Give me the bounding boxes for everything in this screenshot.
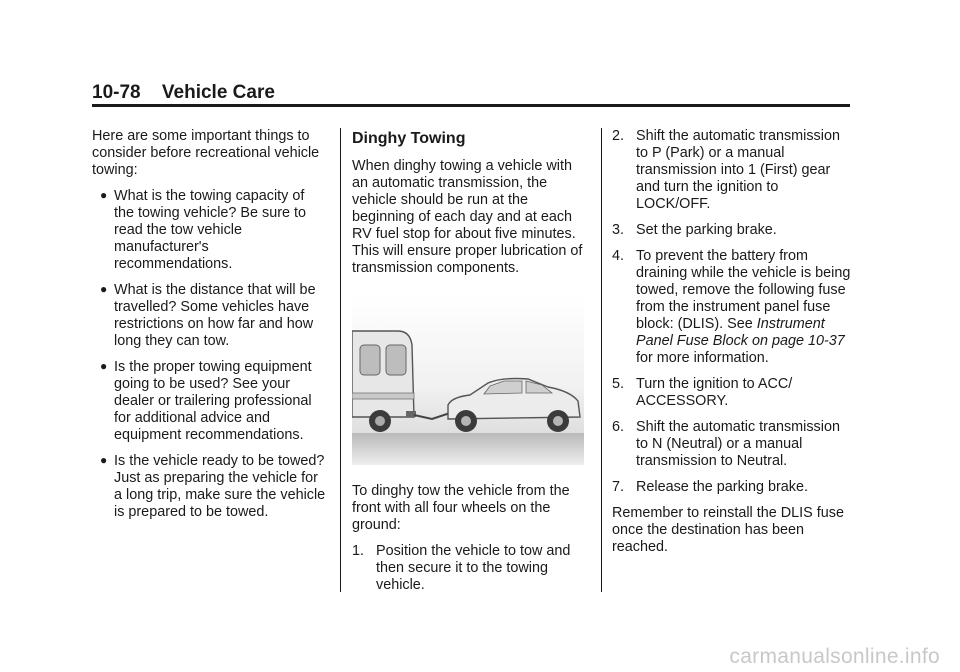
list-item: 7. Release the parking brake. xyxy=(612,479,808,495)
list-item: 1. Position the vehicle to tow and then secure it to the towing vehicle. xyxy=(352,543,571,593)
section-title: Vehicle Care xyxy=(161,82,275,103)
column-left xyxy=(92,128,328,530)
list-item: 2. Shift the automatic transmission to P (Park) or a manual transmission into 1 (First) gear and turn the ignition to LOCK/OFF. xyxy=(612,128,840,212)
step-number: 6. xyxy=(612,419,625,435)
list-item: 6. Shift the automatic transmission to N (Neutral) or a manual transmission to Neutral. xyxy=(612,419,840,469)
step-number: 2. xyxy=(612,128,625,144)
cross-reference-link[interactable]: Instrument Panel Fuse Block on page 10-37 xyxy=(636,316,845,349)
watermark: carmanualsonline.info xyxy=(729,645,940,668)
bullet-icon: ● xyxy=(100,282,108,296)
list-item: 4. To prevent the battery from draining while the vehicle is being towed, remove the following fuse from the instrument panel fuse block: (DLIS). See Instrument Panel Fuse Block on page 10-37 for more information. xyxy=(612,248,851,366)
column-right xyxy=(612,128,852,565)
list-item: ● Is the vehicle ready to be towed? Just as preparing the vehicle for a long trip, make sure the vehicle is prepared to be towed. xyxy=(100,453,326,520)
step-number: 5. xyxy=(612,376,625,392)
bullet-icon: ● xyxy=(100,188,108,202)
intro-paragraph: Here are some important things to consider before recreational vehicle towing: xyxy=(92,128,320,178)
section-heading: Dinghy Towing xyxy=(352,130,466,147)
rv-icon xyxy=(352,331,416,432)
intro-paragraph: When dinghy towing a vehicle with an automatic transmission, the vehicle should be run at the beginning of each day and at each RV fuel stop for about five minutes. This will ensure proper lubrication of transmission components. xyxy=(352,158,583,276)
step-number: 4. xyxy=(612,248,625,264)
list-item: 5. Turn the ignition to ACC/ ACCESSORY. xyxy=(612,376,793,409)
paragraph: To dinghy tow the vehicle from the front with all four wheels on the ground: xyxy=(352,483,570,533)
column-divider xyxy=(340,128,341,592)
list-item: 3. Set the parking brake. xyxy=(612,222,777,238)
column-divider xyxy=(601,128,602,592)
bullet-icon: ● xyxy=(100,453,108,467)
list-item: ● What is the towing capacity of the towing vehicle? Be sure to read the tow vehicle manufacturer's recommendations. xyxy=(100,188,306,272)
page-header xyxy=(92,82,850,107)
closing-paragraph: Remember to reinstall the DLIS fuse once the destination has been reached. xyxy=(612,505,844,555)
bullet-icon: ● xyxy=(100,359,108,373)
list-item: ● What is the distance that will be travelled? Some vehicles have restrictions on how far and how long they can tow. xyxy=(100,282,316,349)
column-middle xyxy=(352,130,590,603)
step-number: 1. xyxy=(352,543,365,559)
dinghy-towing-illustration xyxy=(352,293,584,465)
page-number: 10-78 xyxy=(92,82,141,103)
step-number: 7. xyxy=(612,479,625,495)
list-item: ● Is the proper towing equipment going to be used? See your dealer or trailering professional for additional advice and equipment recommendations. xyxy=(100,359,312,443)
step-number: 3. xyxy=(612,222,625,238)
